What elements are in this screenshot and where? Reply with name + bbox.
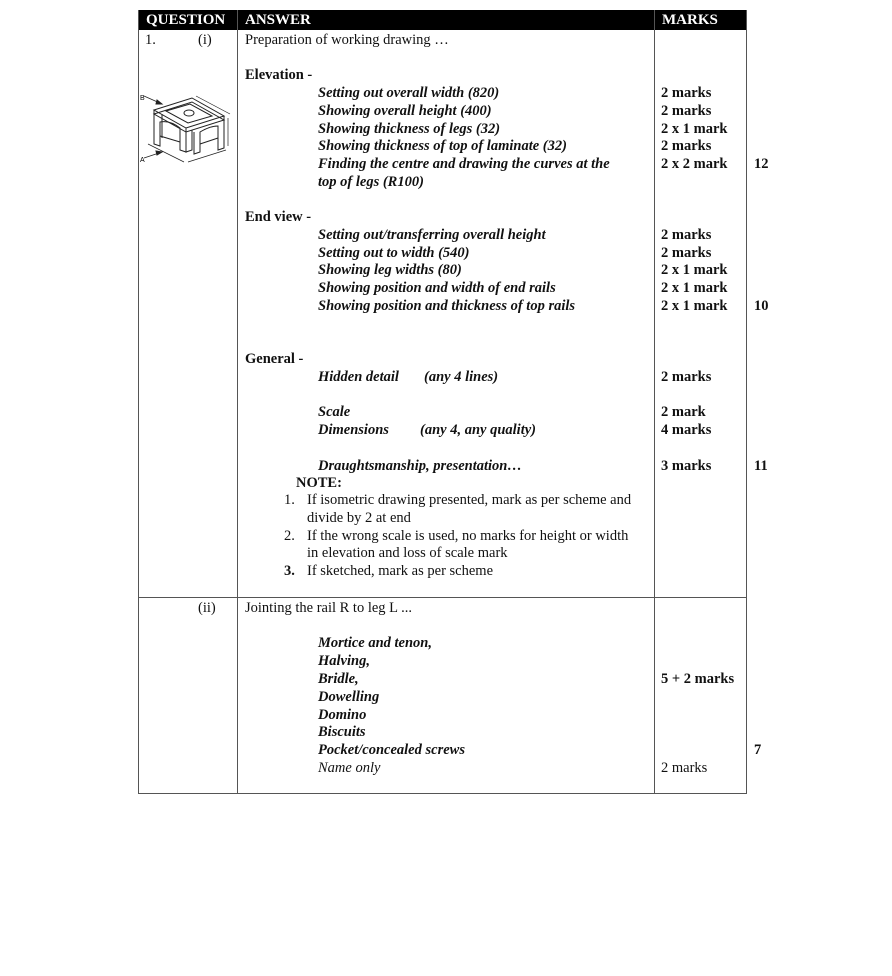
figure-label-a: A [140,157,145,164]
note-text: If isometric drawing presented, mark as per scheme and divide by 2 at end [307,492,632,526]
table-header [138,10,747,30]
general-total: 11 [754,458,768,474]
table-border-left [138,10,139,794]
elevation-total: 12 [754,156,769,172]
note-item [284,563,634,581]
scale-marks: 2 mark [661,404,706,420]
end-view-item-marks: 2 marks [661,245,712,261]
joint-item: Bridle, [318,671,359,687]
row-divider [138,597,747,598]
note-text: If sketched, mark as per scheme [307,563,494,580]
end-view-total: 10 [754,298,769,314]
elevation-item: Finding the centre and drawing the curves at the [318,156,610,172]
elevation-item-marks: 2 marks [661,103,712,119]
note-number: 2. [284,527,295,544]
draughtsmanship-marks: 3 marks [661,458,712,474]
hidden-detail-note: (any 4 lines) [424,369,499,385]
header-answer: ANSWER [245,12,311,28]
note-number: 3. [284,563,295,580]
note-item [284,528,634,564]
hidden-detail-marks: 2 marks [661,369,712,385]
joint-item: Domino [318,707,367,723]
end-view-item: Showing position and width of end rails [318,280,556,296]
end-view-item: Showing leg widths (80) [318,262,462,278]
end-view-item: Setting out to width (540) [318,245,470,261]
table-divider-marks [654,10,655,794]
table-border-right [746,10,747,794]
q2-total: 7 [754,742,762,758]
dimensions-label: Dimensions [318,422,389,438]
draughtsmanship-label: Draughtsmanship, presentation… [318,458,522,474]
end-view-item: Showing position and thickness of top rails [318,298,576,314]
elevation-item-marks: 2 x 1 mark [661,121,728,137]
joint-item: Dowelling [318,689,380,705]
elevation-item: Showing overall height (400) [318,103,492,119]
header-question: QUESTION [146,12,226,28]
elevation-item: Showing thickness of top of laminate (32) [318,138,567,154]
question-part-ii: (ii) [198,600,216,616]
elevation-item: Showing thickness of legs (32) [318,121,501,137]
note-number: 1. [284,492,295,508]
elevation-item: top of legs (R100) [318,174,424,190]
note-heading: NOTE: [296,475,342,491]
name-only-label: Name only [318,760,381,776]
joint-item: Halving, [318,653,370,669]
end-view-item: Setting out/transferring overall height [318,227,546,243]
q1-intro: Preparation of working drawing … [245,32,449,48]
joint-item: Mortice and tenon, [318,635,432,651]
end-view-item-marks: 2 x 1 mark [661,262,728,278]
end-view-heading: End view - [245,209,312,225]
elevation-item-marks: 2 marks [661,138,712,154]
name-only-marks: 2 marks [661,760,708,776]
dimensions-note: (any 4, any quality) [420,422,536,438]
figure-label-b: B [140,95,145,102]
q2-intro: Jointing the rail R to leg L ... [245,600,412,616]
joint-item: Pocket/concealed screws [318,742,465,758]
elevation-heading: Elevation - [245,67,313,83]
joint-item: Biscuits [318,724,366,740]
end-view-item-marks: 2 marks [661,227,712,243]
elevation-item: Setting out overall width (820) [318,85,500,101]
note-list [284,492,634,581]
dimensions-marks: 4 marks [661,422,712,438]
scale-label: Scale [318,404,351,420]
end-view-item-marks: 2 x 1 mark [661,298,728,314]
table-isometric-figure [140,92,236,172]
hidden-detail-label: Hidden detail [318,369,399,385]
question-part-i: (i) [198,32,212,48]
note-item [284,492,634,528]
table-border-bottom [138,793,747,794]
elevation-item-marks: 2 marks [661,85,712,101]
table-divider-question [237,10,238,794]
end-view-item-marks: 2 x 1 mark [661,280,728,296]
header-marks: MARKS [662,12,718,28]
note-text: If the wrong scale is used, no marks for height or width in elevation and loss of scale mark [307,527,629,562]
question-number: 1. [145,32,156,48]
general-heading: General - [245,351,304,367]
joints-marks: 5 + 2 marks [661,671,735,687]
elevation-item-marks: 2 x 2 mark [661,156,728,172]
